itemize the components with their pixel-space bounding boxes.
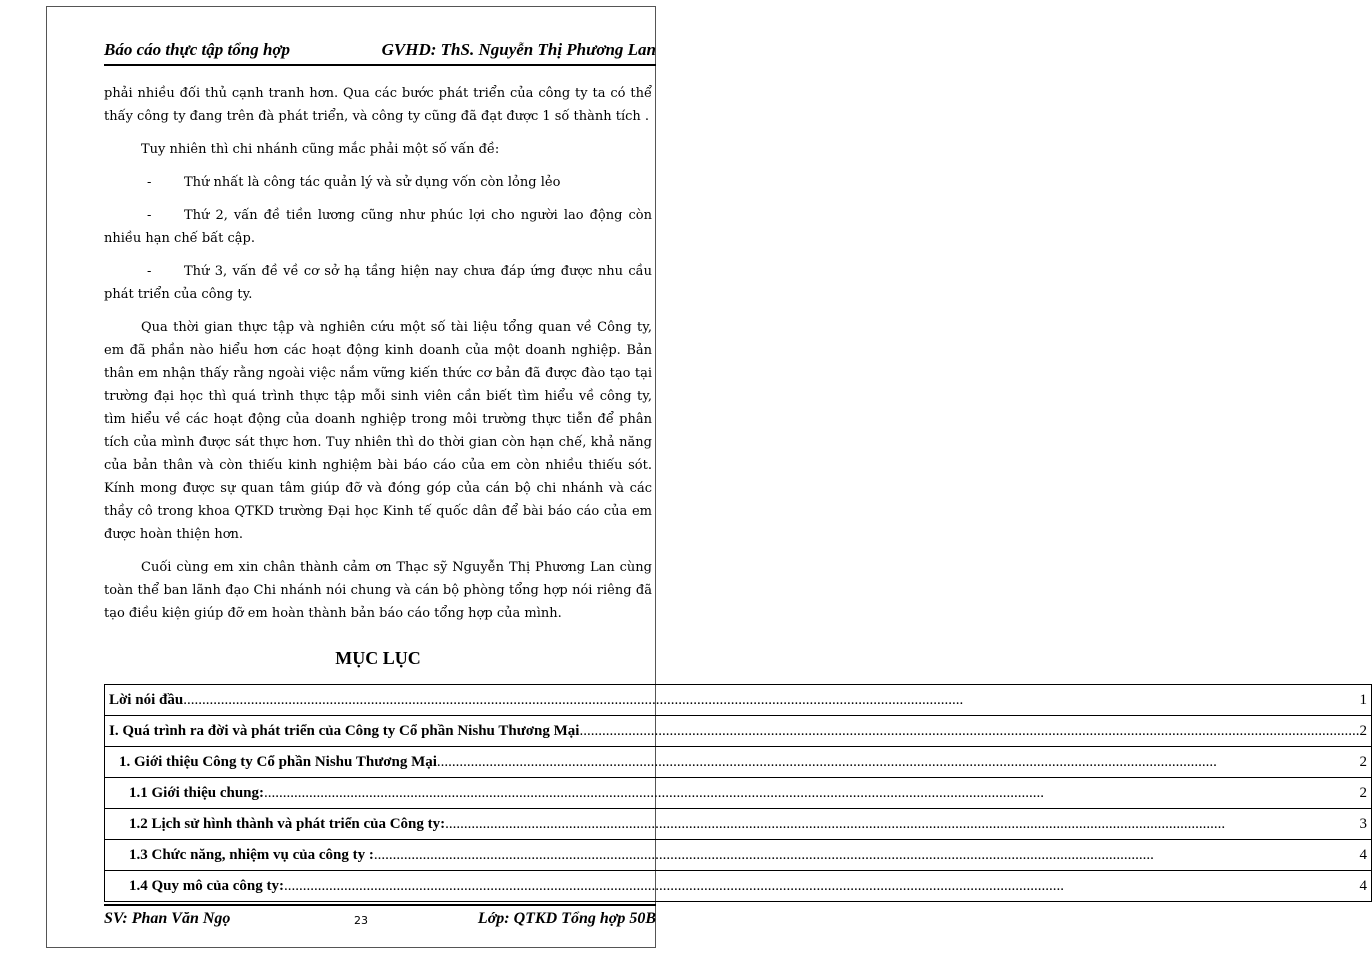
bullet-text: Thứ nhất là công tác quản lý và sử dụng vốn còn lỏng lẻo (184, 175, 561, 190)
toc-entry-text[interactable]: 1.4 Quy mô của công ty: (129, 877, 284, 894)
toc-row (105, 840, 1372, 871)
toc-entry-text[interactable]: I. Quá trình ra đời và phát triển của Công ty Cổ phần Nishu Thương Mại (109, 722, 580, 739)
bullet-text: Thứ 3, vấn đề về cơ sở hạ tầng hiện nay chưa đáp ứng được nhu cầu phát triển của công ty. (104, 264, 652, 302)
footer-class: Lớp: QTKD Tổng hợp 50B (477, 910, 656, 927)
toc-entry-page: 1 (1359, 691, 1367, 708)
toc-entry-text[interactable]: 1. Giới thiệu Công ty Cổ phần Nishu Thương Mại (119, 753, 437, 770)
toc-row (105, 871, 1372, 902)
bullet-text: Thứ 2, vấn đề tiền lương cũng như phúc lợi cho người lao động còn nhiều hạn chế bất cập. (104, 208, 652, 246)
bullet-dash: - (147, 264, 152, 279)
header-supervisor: GVHD: ThS. Nguyễn Thị Phương Lan (381, 40, 656, 59)
toc-entry-text[interactable]: Lời nói đầu (109, 691, 184, 708)
bullet-dash: - (147, 208, 152, 223)
footer-page-number: 23 (354, 914, 368, 927)
toc-row (105, 685, 1372, 716)
toc-table (104, 684, 1372, 902)
paragraph: phải nhiều đối thủ cạnh tranh hơn. Qua các bước phát triển của công ty ta có thể thấy công ty đang trên đà phát triển, và công ty cũng đã đạt được 1 số thành tích . (104, 86, 652, 124)
bullet-item (104, 171, 652, 194)
toc-entry-text[interactable]: 1.3 Chức năng, nhiệm vụ của công ty : (129, 846, 374, 863)
paragraph: Tuy nhiên thì chi nhánh cũng mắc phải một số vấn đề: (141, 142, 500, 157)
bullet-item (104, 204, 652, 250)
body-text (104, 82, 652, 635)
toc-title: MỤC LỤC (335, 648, 421, 668)
toc-entry-text[interactable]: 1.1 Giới thiệu chung: (129, 784, 264, 801)
toc-entry-page: 4 (1359, 846, 1367, 863)
header-report-title: Báo cáo thực tập tổng hợp (104, 40, 291, 59)
toc-row (105, 747, 1372, 778)
bullet-item (104, 260, 652, 306)
toc-entry-page: 3 (1359, 815, 1367, 832)
page-header (104, 34, 656, 66)
toc-row (105, 809, 1372, 840)
toc-entry-page: 2 (1359, 722, 1367, 739)
footer-student: SV: Phan Văn Ngọ (104, 910, 231, 927)
toc-entry-page: 2 (1359, 753, 1367, 770)
paragraph: Cuối cùng em xin chân thành cảm ơn Thạc sỹ Nguyễn Thị Phương Lan cùng toàn thể ban lãnh đạo Chi nhánh nói chung và cán bộ phòng tổng hợp nói riêng đã tạo điều kiện giúp đỡ em hoàn thành bản báo cáo tổng hợp của mình. (104, 560, 652, 621)
page-footer (104, 904, 656, 930)
toc-row (105, 778, 1372, 809)
toc-entry-page: 2 (1359, 784, 1367, 801)
toc-entry-page: 4 (1359, 877, 1367, 894)
paragraph: Qua thời gian thực tập và nghiên cứu một số tài liệu tổng quan về Công ty, em đã phần nào hiểu hơn các hoạt động kinh doanh của một doanh nghiệp. Bản thân em nhận thấy rằng ngoài việc nắm vững kiến thức cơ bản đã được đào tạo tại trường đại học thì quá trình thực tập mỗi sinh viên cần biết tìm hiểu về công ty, tìm hiểu về các hoạt động của doanh nghiệp trong môi trường thực tiễn để phân tích của mình được sát thực hơn. Tuy nhiên thì do thời gian còn hạn chế, khả năng của bản thân và còn thiếu kinh nghiệm bài báo cáo của em còn nhiều thiếu sót. Kính mong được sự quan tâm giúp đỡ và đóng góp của cán bộ chi nhánh và các thầy cô trong khoa QTKD trường Đại học Kinh tế quốc dân để bài báo cáo của em được hoàn thiện hơn. (104, 320, 652, 542)
toc-entry-text[interactable]: 1.2 Lịch sử hình thành và phát triển của Công ty: (129, 815, 446, 832)
toc-row (105, 716, 1372, 747)
bullet-dash: - (147, 175, 152, 190)
